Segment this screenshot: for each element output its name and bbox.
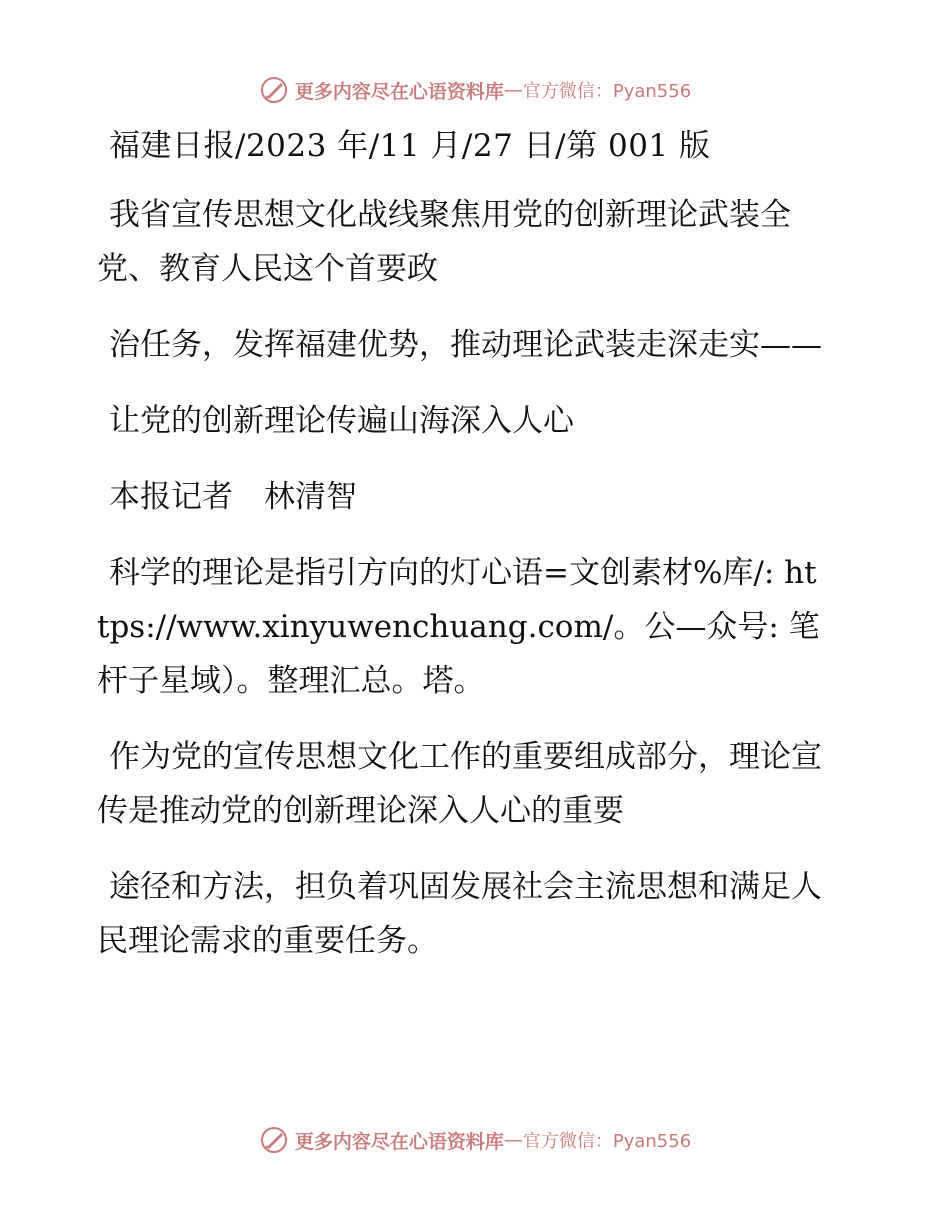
article-paragraph-1: 科学的理论是指引方向的灯心语=文创素材%库/: https://www.xinyuwenchuang.com/。公—众号: 笔杆子星域）。整理汇总。塔。 — [97, 555, 820, 699]
article-byline: 本报记者 林清智 — [109, 479, 357, 515]
banner-text: 更多内容尽在心语资料库 — [294, 1130, 504, 1153]
banner-dash: — — [503, 1129, 523, 1151]
footer-watermark-banner — [0, 1120, 950, 1160]
article-headline-part2: 治任务，发挥福建优势，推动理论武装走深走实—— — [109, 327, 822, 363]
article-title: 让党的创新理论传遍山海深入人心 — [109, 403, 574, 439]
header-watermark-banner — [0, 70, 950, 110]
article-body — [97, 126, 827, 990]
article-paragraph-3: 途径和方法，担负着巩固发展社会主流思想和满足人民理论需求的重要任务。 — [97, 869, 822, 959]
article-headline-part1: 我省宣传思想文化战线聚焦用党的创新理论武装全党、教育人民这个首要政 — [97, 197, 791, 287]
banner-suffix: 官方微信：Pyan556 — [522, 81, 692, 102]
banner-dash: — — [503, 79, 523, 101]
article-dateline: 福建日报/2023 年/11 月/27 日/第 001 版 — [109, 128, 711, 164]
article-paragraph-2: 作为党的宣传思想文化工作的重要组成部分，理论宣传是推动党的创新理论深入人心的重要 — [97, 739, 822, 829]
banner-text: 更多内容尽在心语资料库 — [294, 80, 504, 103]
quill-pen-logo-icon — [259, 1125, 289, 1155]
quill-pen-logo-icon — [259, 75, 289, 105]
banner-suffix: 官方微信：Pyan556 — [522, 1131, 692, 1152]
